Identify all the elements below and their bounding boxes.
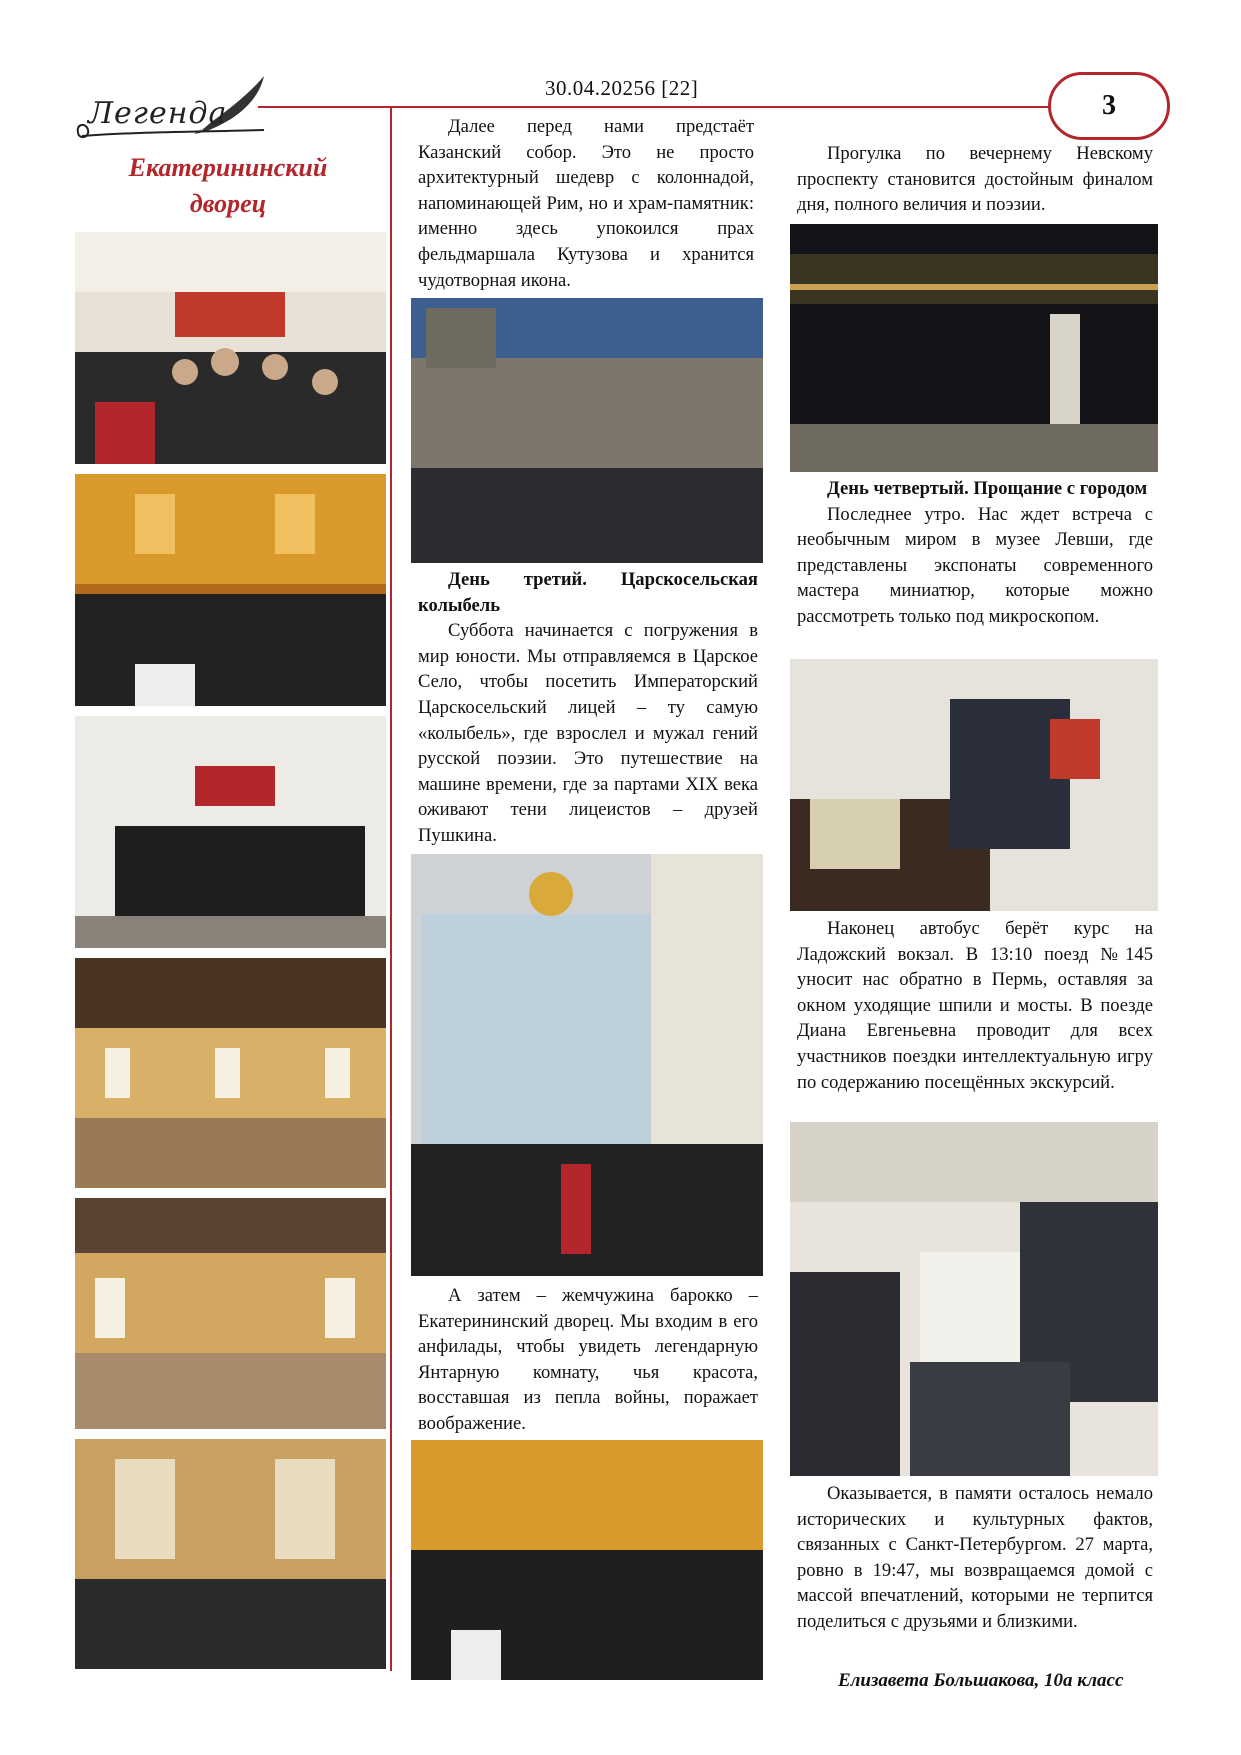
text-catherine-palace: А затем – жемчужина барокко – Екатерининский дворец. Мы входим в его анфилады, чтобы увидеть легендарную Янтарную комнату, чья красота, восставшая из пепла войны, поражает воображение. [418, 1285, 758, 1434]
column-divider [390, 106, 392, 1671]
heading-day4: День четвертый. Прощание с городом [827, 478, 1148, 499]
photo-catherine-palace [411, 854, 763, 1276]
text-nevsky: Прогулка по вечернему Невскому проспекту становится достойным финалом дня, полного величия и поэзии. [797, 143, 1153, 216]
photo-great-hall-2 [75, 1198, 386, 1429]
photo-amber-room-1 [75, 474, 386, 706]
issue-date: 30.04.20256 [22] [545, 76, 699, 100]
text-conclusion: Оказывается, в памяти осталось немало исторических и культурных фактов, связанных с Санкт-Петербургом. 27 марта, ровно в 19:47, мы возвращаемся домой с массой впечатлений, которыми не терпится поделиться с друзьями и близкими. [797, 1483, 1153, 1632]
photo-amber-room-2 [411, 1440, 763, 1680]
text-return-train: Наконец автобус берёт курс на Ладожский вокзал. В 13:10 поезд №145 уносит нас обратно в Пермь, оставляя за окном уходящие шпили и мосты. В поезде Диана Евгеньевна проводит для всех участников поездки интеллектуальную игру по содержанию посещённых экскурсий. [797, 918, 1153, 1093]
logo-text: Легенда [88, 96, 228, 131]
photo-staircase-group [75, 232, 386, 464]
text-kazan-cathedral: Далее перед нами предстаёт Казанский собор. Это не просто архитектурный шедевр с колоннадой, напоминающей Рим, но и храм-памятник: именно здесь упокоился прах фельдмаршала Кутузова и хранится чудотворная икона. [418, 116, 754, 291]
page-number: 3 [1048, 72, 1170, 140]
author-signature: Елизавета Большакова, 10а класс [838, 1670, 1124, 1691]
header-rule [258, 106, 1073, 108]
section-title: Екатерининский дворец [128, 153, 328, 218]
photo-levsha-museum [790, 659, 1158, 911]
photo-kazan-cathedral [411, 298, 763, 563]
photo-great-hall-1 [75, 958, 386, 1188]
heading-day3: День третий. Царскосельская колыбель [418, 569, 758, 616]
photo-gilded-hall [75, 1439, 386, 1669]
photo-white-hall-group [75, 716, 386, 948]
text-day3: День третий. Царскосельская колыбель Суббота начинается с погружения в мир юности. Мы отправляемся в Царское Село, чтобы посетить Императорский Царскосельский лицей – ту самую «колыбель», где взрослел и мужал гений русской поэзии. Это путешествие на машине времени, где за партами XIX века оживают тени лицеистов – друзей Пушкина. [418, 569, 758, 846]
photo-nevsky-night [790, 224, 1158, 472]
photo-train-game [790, 1122, 1158, 1476]
text-day4: День четвертый. Прощание с городом Последнее утро. Нас ждет встреча с необычным миром в музее Левши, где представлены экспонаты современного мастера миниатюр, которые можно рассмотреть только под микроскопом. [797, 478, 1153, 627]
